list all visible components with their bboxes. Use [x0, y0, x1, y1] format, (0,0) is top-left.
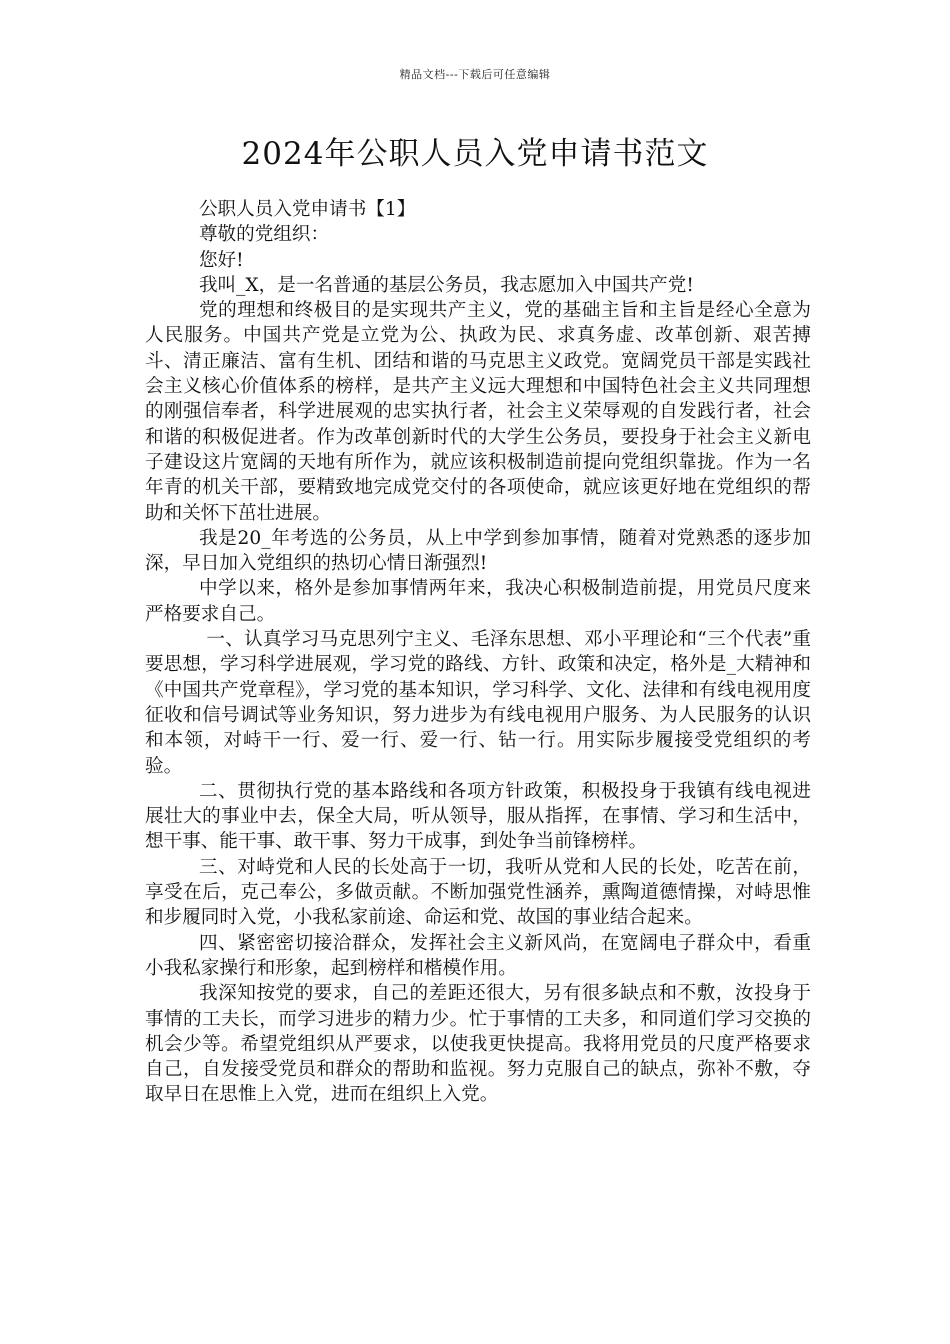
intro-paragraph: 我叫_X，是一名普通的基层公务员，我志愿加入中国共产党!	[198, 274, 694, 296]
salutation-paragraph: 尊敬的党组织：	[198, 224, 330, 246]
commitment-paragraph-4: 四、紧密密切接洽群众，发挥社会主义新风尚，在宽阔电子群众中，看重小我私家操行和形象，起到榜样和楷模作用。	[145, 932, 811, 979]
body-paragraph: 我是20_年考选的公务员，从上中学到参加事情，随着对党熟悉的逐步加深，早日加入党组织的热切心情日渐强烈!	[145, 527, 811, 575]
commitment-paragraph-3: 三、对峙党和人民的长处高于一切，我听从党和人民的长处，吃苦在前，享受在后，克己奉公，多做贡献。不断加强党性涵养，熏陶道德情操，对峙思惟和步履同时入党，小我私家前途、命运和党、故国的事业结合起来。	[145, 856, 811, 929]
subtitle-paragraph: 公职人员入党申请书【1】	[198, 199, 416, 220]
body-paragraph: 党的理想和终极目的是实现共产主义，党的基础主旨和主旨是经心全意为人民服务。中国共产党是立党为公、执政为民、求真务虚、改革创新、艰苦搏斗、清正廉洁、富有生机、团结和谐的马克思主义政党。宽阔党员干部是实践社会主义核心价值体系的榜样，是共产主义远大理想和中国特色社会主义共同理想的刚强信奉者，科学进展观的忠实执行者，社会主义荣辱观的自发践行者，社会和谐的积极促进者。作为改革创新时代的大学生公务员，要投身于社会主义新电子建设这片宽阔的天地有所作为，就应该积极制造前提向党组织靠拢。作为一名年青的机关干部，要精致地完成党交付的各项使命，就应该更好地在党组织的帮助和关怀下茁壮进展。	[145, 300, 811, 524]
commitment-paragraph-2: 二、贯彻执行党的基本路线和各项方针政策，积极投身于我镇有线电视进展壮大的事业中去，保全大局，听从领导，服从指挥，在事情、学习和生活中，想干事、能干事、敢干事、努力干成事，到处争当前锋榜样。	[145, 780, 811, 853]
document-title: 2024年公职人员入党申请书范文	[241, 136, 709, 172]
closing-paragraph: 我深知按党的要求，自己的差距还很大，另有很多缺点和不敷，汝投身于事情的工夫长，而学习进步的精力少。忙于事情的工夫多，和同道们学习交换的机会少等。希望党组织从严要求，以使我更快提高。我将用党员的尺度严格要求自己，自发接受党员和群众的帮助和监视。努力克服自己的缺点，弥补不敷，夺取早日在思惟上入党，进而在组织上入党。	[145, 983, 811, 1106]
greeting-paragraph: 您好!	[198, 249, 244, 271]
document-body	[145, 197, 811, 1108]
page-header: 精品文档---下载后可任意编辑	[399, 68, 551, 81]
commitment-paragraph-1: 一、认真学习马克思列宁主义、毛泽东思想、邓小平理论和“三个代表”重要思想，学习科学进展观，学习党的路线、方针、政策和决定，格外是_大精神和《中国共产党章程》，学习党的基本知识，学习科学、文化、法律和有线电视用度征收和信号调试等业务知识，努力进步为有线电视用户服务、为人民服务的认识和本领，对峙干一行、爱一行、爱一行、钻一行。用实际步履接受党组织的考验。	[145, 629, 811, 777]
body-paragraph: 中学以来，格外是参加事情两年来，我决心积极制造前提，用党员尺度来严格要求自己。	[145, 578, 811, 625]
